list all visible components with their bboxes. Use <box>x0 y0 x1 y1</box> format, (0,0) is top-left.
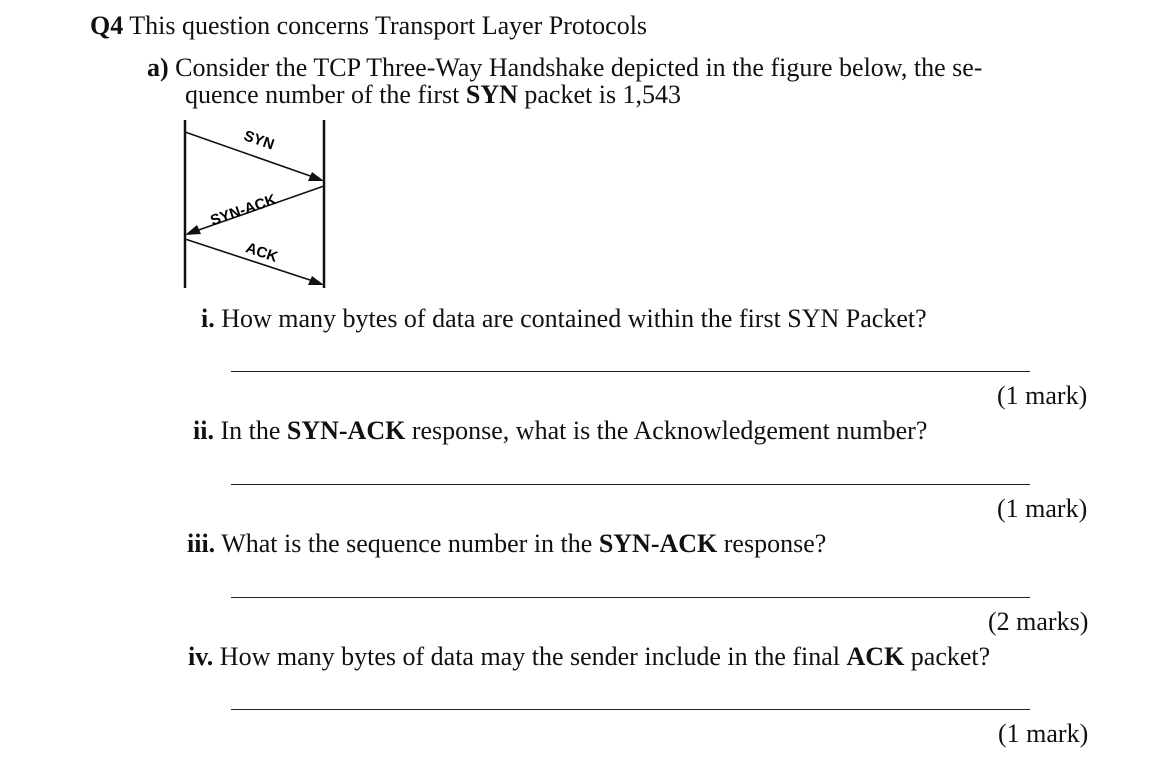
synack-label: SYN-ACK <box>208 191 279 230</box>
part-a-syn-bold: SYN <box>465 80 518 109</box>
subquestion-i <box>201 305 927 334</box>
answer-line-iii[interactable] <box>231 597 1030 598</box>
answer-line-i[interactable] <box>231 371 1030 372</box>
marks-i: (1 mark) <box>997 381 1088 410</box>
answer-line-iv[interactable] <box>231 709 1030 710</box>
subquestion-i-text: How many bytes of data are contained within the first SYN Packet? <box>221 304 927 333</box>
question-header <box>90 12 647 41</box>
marks-ii: (1 mark) <box>997 494 1088 523</box>
subquestion-iii <box>187 530 826 559</box>
part-a-label: a) <box>147 53 169 82</box>
subquestion-ii <box>193 417 927 446</box>
subquestion-ii-label: ii. <box>193 416 214 445</box>
question-number: Q4 <box>90 11 124 40</box>
synack-arrowhead <box>185 225 201 235</box>
subquestion-iv-text-post: packet? <box>904 642 991 671</box>
subquestion-iii-label: iii. <box>187 529 216 558</box>
syn-label: SYN <box>241 127 277 154</box>
subquestion-ii-text-pre: In the <box>220 416 287 445</box>
subquestion-iv-bold: ACK <box>846 642 905 671</box>
marks-iv: (1 mark) <box>998 719 1089 748</box>
ack-arrowhead <box>308 276 324 285</box>
part-a-text-1: Consider the TCP Three-Way Handshake depicted in the figure below, the se- <box>175 53 983 82</box>
syn-arrowhead <box>308 172 324 181</box>
subquestion-iv <box>188 643 990 672</box>
answer-line-ii[interactable] <box>231 484 1030 485</box>
part-a-text-2b: packet is 1,543 <box>517 80 682 109</box>
subquestion-iii-text-pre: What is the sequence number in the <box>221 529 599 558</box>
subquestion-iv-label: iv. <box>188 642 214 671</box>
part-a-line1 <box>147 54 982 83</box>
subquestion-iii-bold: SYN-ACK <box>598 529 718 558</box>
ack-label: ACK <box>243 239 280 266</box>
subquestion-iv-text-pre: How many bytes of data may the sender include in the final <box>219 642 847 671</box>
handshake-diagram <box>170 110 340 295</box>
subquestion-ii-bold: SYN-ACK <box>286 416 406 445</box>
part-a-line2 <box>185 81 681 110</box>
marks-iii: (2 marks) <box>988 607 1089 636</box>
subquestion-ii-text-post: response, what is the Acknowledgement number? <box>405 416 928 445</box>
subquestion-i-label: i. <box>201 304 215 333</box>
subquestion-iii-text-post: response? <box>717 529 827 558</box>
part-a-text-2a: quence number of the first <box>185 80 466 109</box>
question-title: This question concerns Transport Layer Protocols <box>129 11 648 40</box>
